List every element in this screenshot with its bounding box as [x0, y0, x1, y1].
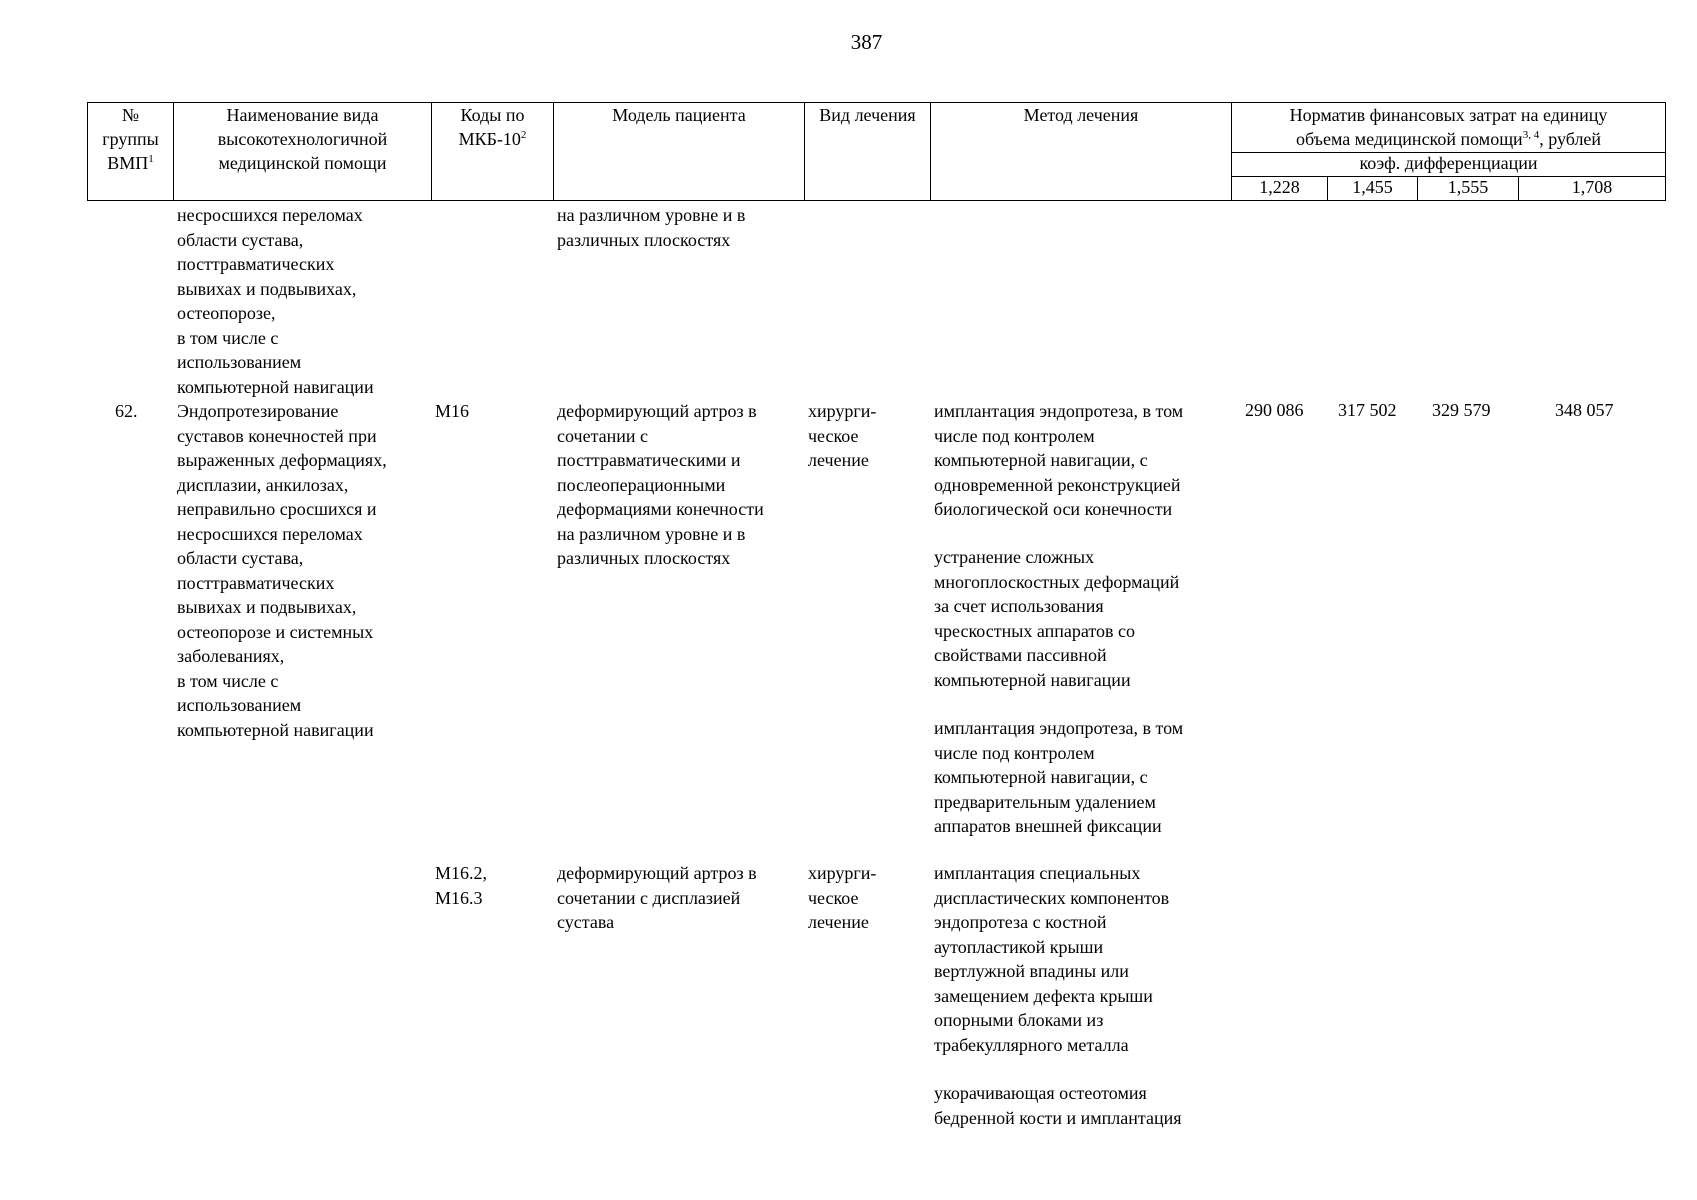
row-treatment-type-2: хирурги- ческое лечение — [808, 863, 877, 932]
row-method-2: устранение сложных многоплоскостных деформаций за счет использования чрескостных аппаратов со свойствами пассивной компьютерной навигации — [934, 547, 1180, 690]
row-method-4: имплантация специальных диспластических компонентов эндопротеза с костной аутопластикой крыши вертлужной впадины или замещением дефекта крыши опорными блоками из трабекуллярного металла — [934, 863, 1170, 1055]
row-cost-3: 329 579 — [1432, 400, 1491, 420]
header-coef-value: 1,708 — [1519, 177, 1666, 201]
header-coefficient: коэф. дифференциации — [1232, 153, 1666, 177]
row-care-name: Эндопротезирование суставов конечностей при выраженных деформациях, дисплазии, анкилозах, неправильно сросшихся и несросшихся переломах области сустава, посттравматических вывихах и подвывихах, остеопорозе и системных заболеваниях, в том числе с использованием компьютерной навигации — [177, 401, 387, 740]
row-method-1: имплантация эндопротеза, в том числе под контролем компьютерной навигации, с одновременной реконструкцией биологической оси конечности — [934, 401, 1184, 519]
row-patient-model: деформирующий артроз в сочетании с посттравматическими и послеоперационными деформациями конечности на различном уровне и в различных плоскостях — [557, 401, 764, 568]
row-patient-model-2: деформирующий артроз в сочетании с дисплазией сустава — [557, 863, 757, 932]
header-icd-codes: Коды по МКБ-$10^2$ — [432, 103, 554, 201]
header-treatment-method: Метод лечения — [931, 103, 1232, 201]
continuation-care-name: несросшихся переломах области сустава, посттравматических вывихах и подвывихах, остеопорозе, в том числе с использованием компьютерной навигации — [177, 205, 374, 397]
row-cost-2: 317 502 — [1338, 400, 1397, 420]
row-icd-code: M16 — [435, 401, 470, 421]
header-coef-value: 1,455 — [1328, 177, 1418, 201]
row-icd-code-2: M16.2, M16.3 — [435, 863, 488, 908]
header-cost-norm: Норматив финансовых затрат на единицу объема медицинской помощи$^{3, 4}$, рублей — [1232, 103, 1666, 153]
page-number: 387 — [850, 30, 883, 54]
header-patient-model: Модель пациента — [554, 103, 805, 201]
header-group-number: № группы ВМП$^1$ — [88, 103, 174, 201]
row-method-3: имплантация эндопротеза, в том числе под контролем компьютерной навигации, с предварительным удалением аппаратов внешней фиксации — [934, 718, 1184, 836]
row-group-number: 62. — [115, 401, 138, 421]
header-care-type-name: Наименование вида высокотехнологичной медицинской помощи — [174, 103, 432, 201]
row-cost-4: 348 057 — [1555, 400, 1614, 420]
header-treatment-type: Вид лечения — [805, 103, 931, 201]
header-coef-value: 1,228 — [1232, 177, 1328, 201]
header-coef-value: 1,555 — [1418, 177, 1519, 201]
row-cost-1: 290 086 — [1245, 400, 1304, 420]
row-method-5: укорачивающая остеотомия бедренной кости и имплантация — [934, 1083, 1182, 1128]
table-header — [87, 102, 1666, 201]
row-treatment-type: хирурги- ческое лечение — [808, 401, 877, 470]
continuation-patient-model: на различном уровне и в различных плоскостях — [557, 205, 746, 250]
